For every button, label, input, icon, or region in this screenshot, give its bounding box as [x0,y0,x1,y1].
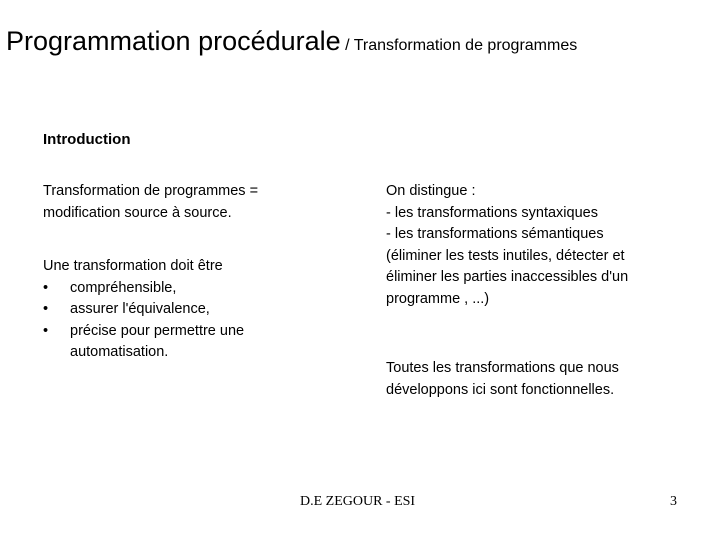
left-column-requirements [43,256,244,364]
requirements-list [43,278,244,364]
distinction-line: - les transformations syntaxiques [386,204,598,221]
list-item-text: compréhensible, [70,279,177,296]
distinction-line: (éliminer les tests inutiles, détecter et [386,247,625,264]
list-item [43,299,244,321]
section-heading: Introduction [43,131,131,148]
slide-title-main: Programmation procédurale [6,26,341,56]
bullet-icon: • [43,279,49,296]
slide-title-sub: / Transformation de programmes [345,37,578,54]
list-item-text: précise pour permettre une [70,322,245,339]
slide-title [6,26,577,57]
distinction-line: - les transformations sémantiques [386,226,604,242]
conclusion-line: développons ici sont fonctionnelles. [386,381,615,398]
page-number: 3 [670,494,677,509]
definition-line: Transformation de programmes = [43,183,259,199]
bullet-icon: • [43,322,49,339]
list-item [43,278,244,300]
list-item-text: automatisation. [70,344,169,360]
left-column-definition [43,181,258,224]
distinction-line: On distingue : [386,183,476,199]
right-column-distinction [386,181,628,310]
right-column-conclusion [386,358,619,401]
distinction-line: éliminer les parties inaccessibles d'un [386,269,629,285]
requirements-intro: Une transformation doit être [43,258,223,274]
definition-line: modification source à source. [43,204,232,221]
list-item [43,342,244,364]
list-item [43,321,244,343]
footer-author: D.E ZEGOUR - ESI [300,494,416,509]
list-item-text: assurer l'équivalence, [70,301,210,317]
distinction-line: programme , ...) [386,290,490,307]
bullet-icon: • [43,301,49,317]
conclusion-line: Toutes les transformations que nous [386,360,619,376]
